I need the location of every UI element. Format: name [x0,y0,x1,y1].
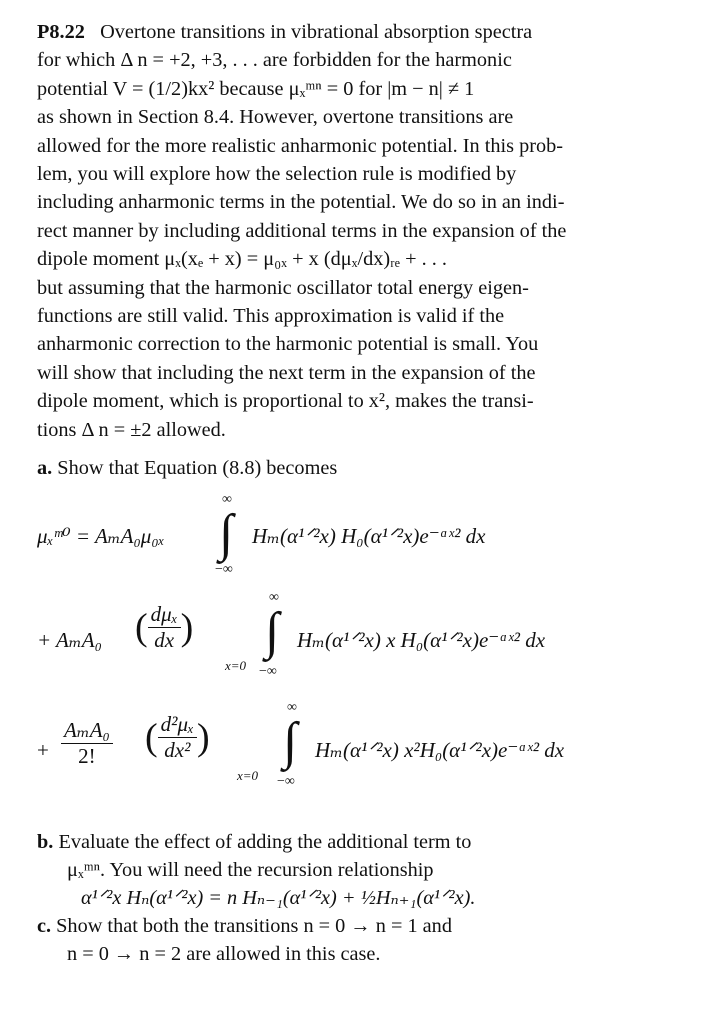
upper-limit: ∞ [269,590,279,606]
problem-page [37,18,697,968]
part-a-label: a. [37,457,53,480]
intro-line: dipole moment, which is proportional to x², makes the transi- [37,390,534,413]
part-b-label: b. [37,831,54,854]
equation-line-1 [37,482,697,582]
intro-line: potential V = (1/2)kx² because μₓᵐⁿ = 0 for |m − n| ≠ 1 [37,77,475,100]
intro-line: functions are still valid. This approximation is valid if the [37,305,505,328]
integral-sign: ∫ [265,603,280,661]
second-derivative-group: ( $\frac{\text{d²μₓ}}{\text{dx²}}$ ) [145,712,210,763]
lower-limit: −∞ [277,774,295,790]
problem-label: P8.22 [37,21,85,43]
intro-line: dipole moment μₓ(xₑ + x) = μ₀ₓ + x (dμₓ/dx)ᵣₑ + . . . [37,248,447,271]
line3-plus: + [37,738,49,763]
intro-line: for which Δ n = +2, +3, . . . are forbidden for the harmonic [37,49,512,72]
part-a-text: Show that Equation (8.8) becomes [57,457,338,480]
part-c-label: c. [37,915,52,938]
part-c-line-2: n = 0 → n = 2 are allowed in this case. [67,943,381,966]
problem-intro [37,18,697,444]
fraction-denominator: dx² [164,738,191,763]
equation-line-3 [37,700,697,828]
evaluation-point: x=0 [225,658,247,674]
part-b [37,828,697,856]
line2-prefix: + AₘA₀ [37,628,102,653]
equation-line-2 [37,582,697,700]
intro-line: as shown in Section 8.4. However, overtone transitions are [37,106,514,129]
intro-line: lem, you will explore how the selection rule is modified by [37,163,517,186]
part-b-line-2: μₓᵐⁿ. You will need the recursion relationship [67,859,434,882]
part-c-line-2-wrap [37,940,697,968]
part-b-recursion-wrap [37,884,697,912]
fraction-denominator: dx [154,628,175,653]
intro-line: Overtone transitions in vibrational absorption spectra [100,21,533,43]
fraction-numerator: AₘA₀ [61,718,113,744]
intro-line: will show that including the next term in the expansion of the [37,361,536,384]
part-c [37,912,697,940]
fraction-numerator: d²μₓ [158,712,197,738]
part-b-line-1: Evaluate the effect of adding the additional term to [58,831,472,854]
coefficient-fraction [61,718,113,769]
recursion-relation: α¹ᐟ²x Hₙ(α¹ᐟ²x) = n Hₙ₋₁(α¹ᐟ²x) + ½Hₙ₊₁(α¹ᐟ²x). [81,887,476,910]
lower-limit: −∞ [215,562,233,578]
intro-line: anharmonic correction to the harmonic potential is small. You [37,333,539,356]
part-c-line-1: Show that both the transitions n = 0 → n = 1 and [56,915,452,938]
intro-line: tions Δ n = ±2 allowed. [37,418,226,441]
upper-limit: ∞ [222,492,232,508]
lower-limit: −∞ [259,664,277,680]
part-b-line-2-wrap [37,856,697,884]
evaluation-point: x=0 [237,768,259,784]
part-a [37,454,697,482]
integrand: Hₘ(α¹ᐟ²x) H₀(α¹ᐟ²x)e⁻ᵅˣ² dx [252,524,486,549]
fraction-numerator: dμₓ [148,602,181,628]
intro-line: allowed for the more realistic anharmonic potential. In this prob- [37,134,564,157]
fraction-denominator: 2! [78,744,96,769]
intro-line: including anharmonic terms in the potential. We do so in an indi- [37,191,565,214]
integral-sign: ∫ [283,713,298,771]
derivative-group: ( $\frac{\text{dμₓ}}{dx}$ ) [135,602,194,653]
intro-line: rect manner by including additional terms in the expansion of the [37,219,567,242]
equation-lhs: μₓᵐ⁰ = AₘA₀μ₀ₓ [37,524,165,549]
intro-line: but assuming that the harmonic oscillator total energy eigen- [37,276,529,299]
integrand: Hₘ(α¹ᐟ²x) x²H₀(α¹ᐟ²x)e⁻ᵅˣ² dx [315,738,565,763]
integral-sign: ∫ [219,505,234,563]
upper-limit: ∞ [287,700,297,716]
integrand: Hₘ(α¹ᐟ²x) x H₀(α¹ᐟ²x)e⁻ᵅˣ² dx [297,628,546,653]
